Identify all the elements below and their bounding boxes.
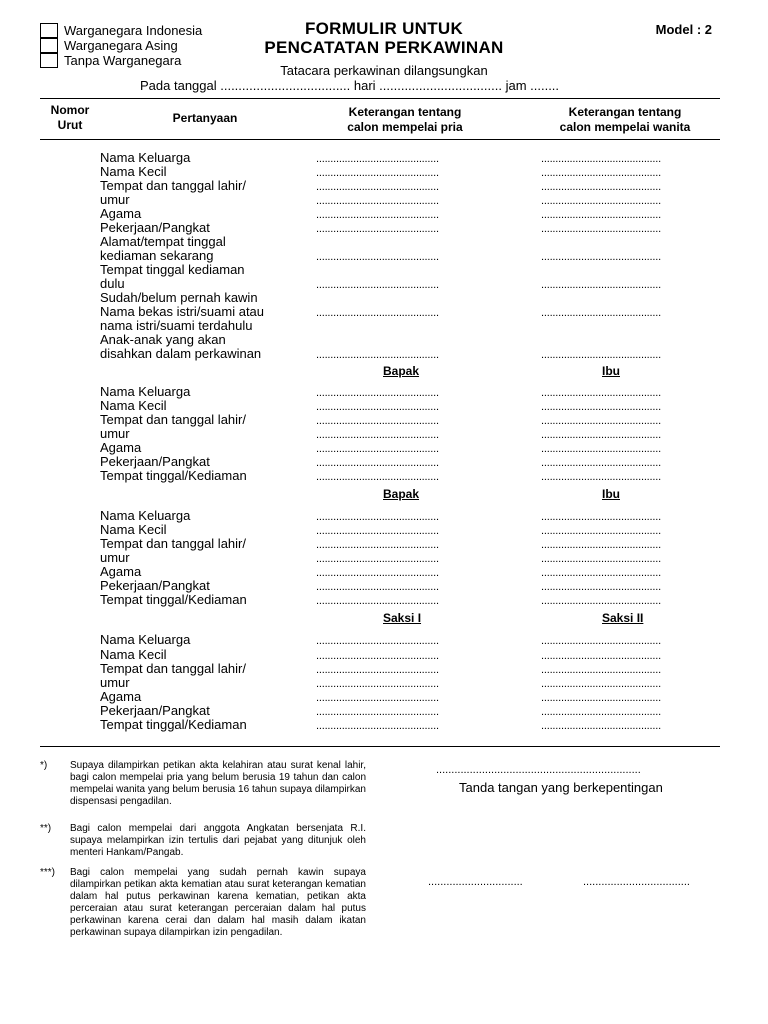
father-answer-field[interactable]: ........................................... — [316, 471, 439, 483]
question-label: Nama Keluarga — [100, 508, 191, 523]
question-label: Tempat tinggal kediaman — [100, 262, 245, 277]
father-answer-field[interactable]: ........................................... — [316, 525, 439, 537]
signature-line-right[interactable]: ................................... — [583, 876, 690, 888]
bride-answer-field[interactable]: .......................................... — [541, 153, 661, 165]
question-label: disahkan dalam perkawinan — [100, 346, 262, 361]
father-answer-field[interactable]: ........................................... — [316, 401, 439, 413]
groom-answer-field[interactable]: ........................................... — [316, 181, 439, 193]
witness1-answer-field[interactable]: ........................................... — [316, 692, 439, 704]
groom-answer-field[interactable]: ........................................... — [316, 223, 439, 235]
footnote-mark: **) — [40, 823, 52, 834]
form-subtitle: Tatacara perkawinan dilangsungkan — [280, 63, 488, 78]
bride-answer-field[interactable]: .......................................... — [541, 349, 661, 361]
mother-answer-field[interactable]: .......................................... — [541, 443, 661, 455]
header-text: Nomor — [50, 103, 90, 117]
mother-answer-field[interactable]: .......................................... — [541, 539, 661, 551]
form-title-line2: PENCATATAN PERKAWINAN — [264, 38, 504, 57]
question-label: Nama Keluarga — [100, 150, 191, 165]
question-label: umur — [100, 675, 130, 690]
question-label: Nama Keluarga — [100, 384, 191, 399]
checkbox-label: Warganegara Asing — [64, 37, 178, 53]
question-label: Pekerjaan/Pangkat — [100, 578, 210, 593]
groom-answer-field[interactable]: ........................................... — [316, 153, 439, 165]
question-label: Tempat dan tanggal lahir/ — [100, 661, 246, 676]
witness2-answer-field[interactable]: .......................................... — [541, 635, 661, 647]
groom-answer-field[interactable]: ........................................... — [316, 349, 439, 361]
question-label: Pekerjaan/Pangkat — [100, 220, 210, 235]
groom-answer-field[interactable]: ........................................... — [316, 195, 439, 207]
question-label: kediaman sekarang — [100, 248, 214, 263]
groom-answer-field[interactable]: ........................................... — [316, 279, 439, 291]
checkbox-label: Tanpa Warganegara — [64, 52, 182, 68]
witness1-answer-field[interactable]: ........................................... — [316, 635, 439, 647]
question-label: Agama — [100, 564, 142, 579]
question-label: umur — [100, 426, 130, 441]
question-label: Agama — [100, 206, 142, 221]
question-label: Anak-anak yang akan — [100, 332, 226, 347]
section-header-saksi-1: Saksi I — [383, 611, 422, 625]
header-text: Keterangan tentang — [348, 105, 462, 119]
mother-answer-field[interactable]: .......................................... — [541, 511, 661, 523]
groom-answer-field[interactable]: ........................................... — [316, 167, 439, 179]
bride-answer-field[interactable]: .......................................... — [541, 209, 661, 221]
father-answer-field[interactable]: ........................................... — [316, 415, 439, 427]
section-header-bapak: Bapak — [383, 364, 420, 378]
bride-answer-field[interactable]: .......................................... — [541, 279, 661, 291]
witness1-answer-field[interactable]: ........................................... — [316, 706, 439, 718]
footnote-mark: *) — [40, 760, 48, 771]
header-pertanyaan: Pertanyaan — [172, 111, 238, 125]
mother-answer-field[interactable]: .......................................... — [541, 387, 661, 399]
question-label: dulu — [100, 276, 125, 291]
form-title-line1: FORMULIR UNTUK — [304, 19, 464, 38]
signature-line-left[interactable]: ............................... — [428, 876, 523, 888]
table-top-rule — [40, 98, 720, 99]
header-text: calon mempelai pria — [347, 120, 463, 134]
witness1-answer-field[interactable]: ........................................... — [316, 664, 439, 676]
mother-answer-field[interactable]: .......................................... — [541, 595, 661, 607]
question-label: umur — [100, 550, 130, 565]
question-label: Agama — [100, 440, 142, 455]
father-answer-field[interactable]: ........................................... — [316, 387, 439, 399]
question-label: Nama Kecil — [100, 522, 167, 537]
question-label: Tempat tinggal/Kediaman — [100, 592, 247, 607]
mother-answer-field[interactable]: .......................................... — [541, 553, 661, 565]
question-label: umur — [100, 192, 130, 207]
father-answer-field[interactable]: ........................................... — [316, 539, 439, 551]
bride-answer-field[interactable]: .......................................... — [541, 251, 661, 263]
father-answer-field[interactable]: ........................................... — [316, 581, 439, 593]
section-header-saksi-2: Saksi II — [602, 611, 644, 625]
footnote-text: Bagi calon mempelai dari anggota Angkatan bersenjata R.I. supaya melampirkan izin tertulis dari pejabat yang ditunjuk oleh menteri Hankam/Pangab. — [70, 823, 366, 858]
footnote-text: Bagi calon mempelai yang sudah pernah kawin supaya dilampirkan petikan akta kematian atau surat keterangan kematian dalam hal putus perkawinan karena kematian, petikan akta perceraian atau surat keterangan perceraian dalam hal putus perkawinan karena cerai dan dalam hal masih dalam ikatan perkawinan supaya dilampirkan izin pengadilan. — [70, 867, 366, 938]
father-answer-field[interactable]: ........................................... — [316, 567, 439, 579]
question-label: Nama Kecil — [100, 164, 167, 179]
question-label: Pekerjaan/Pangkat — [100, 454, 210, 469]
question-label: Tempat tinggal/Kediaman — [100, 717, 247, 732]
question-label: Pekerjaan/Pangkat — [100, 703, 210, 718]
father-answer-field[interactable]: ........................................... — [316, 595, 439, 607]
question-label: Sudah/belum pernah kawin — [100, 290, 258, 305]
header-text: calon mempelai wanita — [559, 120, 691, 134]
header-text: Keterangan tentang — [568, 105, 682, 119]
witness2-answer-field[interactable]: .......................................... — [541, 664, 661, 676]
groom-answer-field[interactable]: ........................................... — [316, 209, 439, 221]
bride-answer-field[interactable]: .......................................... — [541, 307, 661, 319]
witness2-answer-field[interactable]: .......................................... — [541, 678, 661, 690]
mother-answer-field[interactable]: .......................................... — [541, 401, 661, 413]
bride-answer-field[interactable]: .......................................... — [541, 181, 661, 193]
model-number: Model : 2 — [655, 22, 712, 37]
question-label: Nama Kecil — [100, 398, 167, 413]
mother-answer-field[interactable]: .......................................... — [541, 567, 661, 579]
header-text: Urut — [57, 118, 83, 132]
date-line: Pada tanggal .................................... hari .................................. jam ........ — [140, 78, 560, 93]
father-answer-field[interactable]: ........................................... — [316, 457, 439, 469]
witness2-answer-field[interactable]: .......................................... — [541, 692, 661, 704]
section-header-ibu: Ibu — [602, 487, 620, 501]
question-label: Tempat dan tanggal lahir/ — [100, 536, 246, 551]
checkbox-label: Warganegara Indonesia — [64, 22, 203, 38]
witness1-answer-field[interactable]: ........................................... — [316, 678, 439, 690]
witness2-answer-field[interactable]: .......................................... — [541, 650, 661, 662]
question-label: Agama — [100, 689, 142, 704]
father-answer-field[interactable]: ........................................... — [316, 443, 439, 455]
section-header-ibu: Ibu — [602, 364, 620, 378]
question-label: Tempat dan tanggal lahir/ — [100, 178, 246, 193]
table-header-rule — [40, 139, 720, 140]
signature-label: Tanda tangan yang berkepentingan — [459, 780, 663, 795]
question-label: Tempat dan tanggal lahir/ — [100, 412, 246, 427]
mother-answer-field[interactable]: .......................................... — [541, 429, 661, 441]
footnote-text: Supaya dilampirkan petikan akta kelahiran atau surat kenal lahir, bagi calon mempelai pria yang belum berusia 19 tahun dan calon mempelai wanita yang belum berusia 16 tahun supaya dilampirkan dispensasi pengadilan. — [70, 760, 366, 807]
father-answer-field[interactable]: ........................................... — [316, 511, 439, 523]
header-nomor-urut — [40, 103, 100, 133]
groom-answer-field[interactable]: ........................................... — [316, 251, 439, 263]
bride-answer-field[interactable]: .......................................... — [541, 195, 661, 207]
bride-answer-field[interactable]: .......................................... — [541, 223, 661, 235]
bride-answer-field[interactable]: .......................................... — [541, 167, 661, 179]
question-label: Nama bekas istri/suami atau — [100, 304, 265, 319]
mother-answer-field[interactable]: .......................................... — [541, 525, 661, 537]
groom-answer-field[interactable]: ........................................... — [316, 307, 439, 319]
section-header-bapak: Bapak — [383, 487, 420, 501]
header-groom — [320, 105, 490, 135]
mother-answer-field[interactable]: .......................................... — [541, 471, 661, 483]
father-answer-field[interactable]: ........................................... — [316, 429, 439, 441]
signature-line[interactable]: ................................................................... — [436, 764, 641, 776]
witness2-answer-field[interactable]: .......................................... — [541, 720, 661, 732]
question-label: Nama Kecil — [100, 647, 167, 662]
question-label: Alamat/tempat tinggal — [100, 234, 226, 249]
father-answer-field[interactable]: ........................................... — [316, 553, 439, 565]
mother-answer-field[interactable]: .......................................... — [541, 581, 661, 593]
mother-answer-field[interactable]: .......................................... — [541, 415, 661, 427]
table-bottom-rule — [40, 746, 720, 747]
question-label: Tempat tinggal/Kediaman — [100, 468, 247, 483]
question-label: Nama Keluarga — [100, 632, 191, 647]
witness2-answer-field[interactable]: .......................................... — [541, 706, 661, 718]
header-bride — [530, 105, 720, 135]
witness1-answer-field[interactable]: ........................................... — [316, 720, 439, 732]
question-label: nama istri/suami terdahulu — [100, 318, 253, 333]
mother-answer-field[interactable]: .......................................... — [541, 457, 661, 469]
witness1-answer-field[interactable]: ........................................... — [316, 650, 439, 662]
footnote-mark: ***) — [40, 867, 56, 878]
